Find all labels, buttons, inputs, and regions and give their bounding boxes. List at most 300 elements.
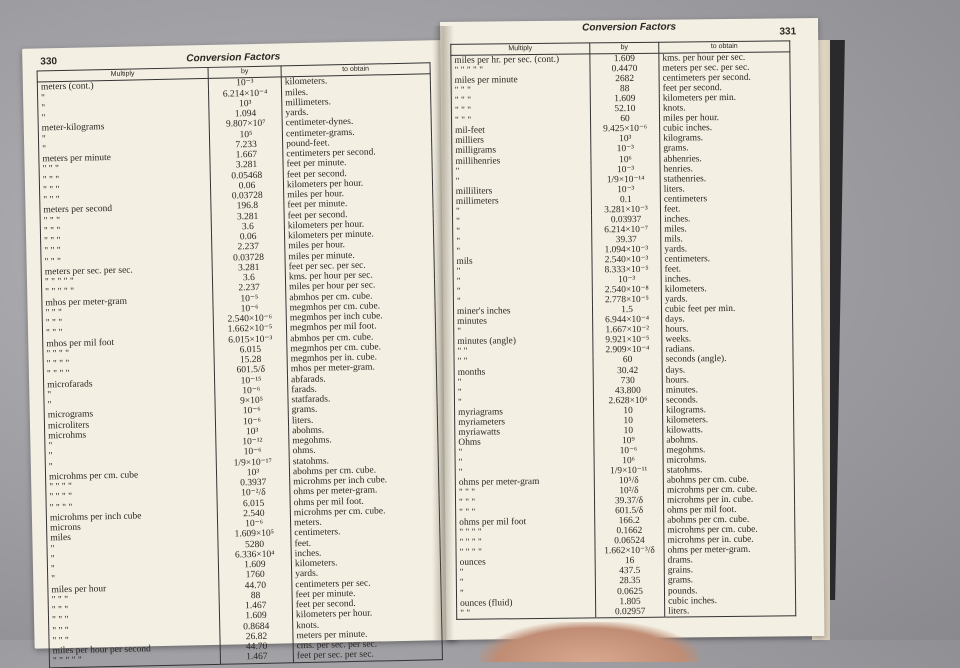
to-obtain-cell: feet per sec. per sec. xyxy=(296,649,374,662)
by-cell: 2682 xyxy=(590,74,659,85)
multiply-cell: " xyxy=(44,387,215,401)
by-cell: 0.03728 xyxy=(211,190,284,202)
to-obtain-cell: megmhos per inch cube. xyxy=(289,311,383,324)
to-obtain-cell: statfarads. xyxy=(291,394,331,406)
to-obtain-cell: abfarads. xyxy=(290,374,326,385)
by-cell: 10⁻⁶ xyxy=(594,446,663,457)
by-cell: 2.237 xyxy=(213,283,286,295)
by-cell: 0.03728 xyxy=(212,252,285,264)
by-cell: 601.5/δ xyxy=(214,365,287,377)
to-obtain-cell: grams. xyxy=(663,143,689,155)
to-obtain-cell: feet per second. xyxy=(295,598,356,611)
multiply-cell: " xyxy=(455,466,594,478)
multiply-cell: months xyxy=(454,366,593,378)
multiply-cell: " " " xyxy=(42,315,213,329)
by-cell: 0.06 xyxy=(210,180,283,192)
to-obtain-cell: megmhos per in. cube. xyxy=(290,352,378,365)
by-cell: 9×10⁵ xyxy=(215,395,288,407)
to-obtain-cell: days. xyxy=(665,364,686,376)
by-cell: 0.1662 xyxy=(595,526,664,537)
multiply-cell: " " " xyxy=(39,161,210,175)
by-cell: 1.094 xyxy=(209,108,282,120)
multiply-cell: " xyxy=(45,448,216,462)
by-cell: 1/9×10⁻¹¹ xyxy=(594,466,663,477)
multiply-cell: microns xyxy=(47,520,218,534)
to-obtain-cell: liters. xyxy=(291,415,314,426)
to-obtain-cell: liters. xyxy=(663,184,685,195)
multiply-cell: " " " xyxy=(41,253,212,267)
by-cell: 10⁵/δ xyxy=(594,476,663,487)
by-cell: 0.0625 xyxy=(595,586,664,597)
multiply-cell: " xyxy=(45,458,216,472)
by-cell: 6.944×10⁻⁴ xyxy=(593,315,662,326)
multiply-cell: millihenries xyxy=(452,155,591,167)
by-cell: 10⁻³ xyxy=(591,184,660,195)
multiply-cell: millimeters xyxy=(452,195,591,207)
to-obtain-cell: meters. xyxy=(293,517,322,529)
by-cell: 10⁻⁶ xyxy=(215,406,288,418)
by-cell: 60 xyxy=(593,355,662,366)
multiply-cell: " " " " xyxy=(46,479,217,493)
multiply-cell: " xyxy=(38,89,209,103)
to-obtain-cell: pound-feet. xyxy=(286,138,330,150)
multiply-cell: " " " xyxy=(39,182,210,196)
multiply-cell: milliers xyxy=(452,135,591,147)
to-obtain-cell: kilometers per hour. xyxy=(287,219,365,232)
multiply-cell: " xyxy=(454,396,593,408)
header-by: by xyxy=(208,66,281,79)
left-conversion-table xyxy=(37,62,443,668)
to-obtain-cell: feet per minute. xyxy=(287,199,348,211)
to-obtain-cell: microhms per cm. cube. xyxy=(667,524,758,536)
multiply-cell: " " " " xyxy=(46,489,217,503)
to-obtain-cell: miles per hour. xyxy=(662,113,720,124)
to-obtain-cell: minutes. xyxy=(665,384,698,396)
multiply-cell: " xyxy=(39,141,210,155)
multiply-cell: " " " " xyxy=(43,346,214,360)
by-cell: 0.06524 xyxy=(595,536,664,547)
by-cell: 10⁶ xyxy=(594,456,663,467)
to-obtain-cell: miles per hour. xyxy=(288,240,346,252)
multiply-cell: " xyxy=(454,326,593,338)
multiply-cell: " " " xyxy=(451,115,590,127)
to-obtain-cell: feet. xyxy=(664,264,682,275)
to-obtain-cell: centimeters. xyxy=(294,527,341,539)
multiply-cell: miles per hour per second xyxy=(49,643,220,657)
multiply-cell: " " " " " xyxy=(42,284,213,298)
multiply-cell: " " " xyxy=(41,233,212,247)
multiply-cell: " xyxy=(456,587,595,599)
left-page xyxy=(22,40,456,667)
multiply-cell: milligrams xyxy=(452,145,591,157)
multiply-cell: miles per hr. per sec. (cont.) xyxy=(451,54,590,66)
to-obtain-cell: abohms per cm. cube. xyxy=(292,465,377,478)
by-cell: 30.42 xyxy=(593,365,662,376)
by-cell: 10⁻⁶ xyxy=(215,385,288,397)
by-cell: 44.70 xyxy=(219,580,292,592)
to-obtain-cell: abohms. xyxy=(666,435,698,446)
multiply-cell: micrograms xyxy=(44,407,215,421)
to-obtain-cell: kilograms. xyxy=(663,133,704,145)
multiply-cell: " " " xyxy=(39,171,210,185)
multiply-cell: " xyxy=(456,577,595,589)
to-obtain-cell: megmhos per cm. cube. xyxy=(290,342,382,355)
by-cell: 7.233 xyxy=(210,139,283,151)
to-obtain-cell: ohms per mil foot. xyxy=(293,496,364,508)
by-cell: 3.281 xyxy=(211,211,284,223)
by-cell: 10 xyxy=(594,425,663,436)
by-cell: 6.015 xyxy=(217,498,290,510)
multiply-cell: minutes xyxy=(454,316,593,328)
by-cell: 437.5 xyxy=(595,566,664,577)
to-obtain-cell: feet. xyxy=(294,538,312,549)
to-obtain-cell: megohms. xyxy=(666,445,706,456)
to-obtain-cell: farads. xyxy=(291,384,317,396)
to-obtain-cell: hours. xyxy=(665,324,689,335)
by-cell: 0.1 xyxy=(591,194,660,205)
by-cell: 10⁻⁶ xyxy=(215,416,288,428)
multiply-cell: " " " " xyxy=(456,537,595,549)
by-cell: 44.70 xyxy=(220,641,293,653)
multiply-cell: " " " xyxy=(49,633,220,647)
to-obtain-cell: statohms. xyxy=(292,456,330,467)
by-cell: 10⁻³ xyxy=(592,275,661,286)
to-obtain-cell: kilometers per hour. xyxy=(295,608,373,621)
header-to-obtain: to obtain xyxy=(659,41,790,53)
multiply-cell: " " " " xyxy=(43,366,214,380)
to-obtain-cell: megmhos per mil foot. xyxy=(289,321,377,334)
multiply-cell: " xyxy=(47,551,218,565)
by-cell: 16 xyxy=(595,556,664,567)
multiply-cell: meters per sec. per sec. xyxy=(41,264,212,278)
by-cell: 10⁻¹² xyxy=(216,436,289,448)
to-obtain-cell: abohms. xyxy=(292,425,325,437)
multiply-cell: " " " xyxy=(41,243,212,257)
to-obtain-cell: inches. xyxy=(664,274,692,285)
thumb xyxy=(480,622,700,662)
to-obtain-cell: grams. xyxy=(667,575,694,587)
multiply-cell: ohms per meter-gram xyxy=(455,476,594,488)
by-cell: 1.467 xyxy=(220,652,293,664)
to-obtain-cell: cubic inches. xyxy=(663,123,713,135)
by-cell: 601.5/δ xyxy=(595,506,664,517)
by-cell: 1.667×10⁻² xyxy=(593,325,662,336)
multiply-cell: mhos per mil foot xyxy=(43,335,214,349)
multiply-cell: miles per minute xyxy=(451,75,590,87)
by-cell: 60 xyxy=(590,114,659,125)
by-cell: 0.4470 xyxy=(590,64,659,75)
multiply-cell: " xyxy=(453,215,592,227)
header-by: by xyxy=(590,42,659,54)
by-cell: 6.015×10⁻³ xyxy=(214,334,287,346)
to-obtain-cell: microhms. xyxy=(666,455,707,466)
to-obtain-cell: cms. per sec. per sec. xyxy=(296,639,378,652)
by-cell: 6.214×10⁻⁷ xyxy=(592,225,661,236)
multiply-cell: " xyxy=(47,561,218,575)
to-obtain-cell: centimeters per second. xyxy=(286,147,376,160)
by-cell: 10⁻³ xyxy=(591,144,660,155)
by-cell: 1.094×10⁻³ xyxy=(592,245,661,256)
multiply-cell: " xyxy=(453,235,592,247)
multiply-cell: " xyxy=(454,386,593,398)
to-obtain-cell: mils. xyxy=(664,234,683,245)
multiply-cell: " xyxy=(453,286,592,298)
to-obtain-cell: megohms. xyxy=(292,435,332,447)
multiply-cell: mils xyxy=(453,255,592,267)
right-table-body xyxy=(451,52,796,619)
to-obtain-cell: kms. per hour per sec. xyxy=(662,52,746,64)
to-obtain-cell: miles. xyxy=(664,224,687,235)
multiply-cell: microhms xyxy=(45,428,216,442)
to-obtain-cell: feet. xyxy=(663,204,681,215)
by-cell: 3.6 xyxy=(212,272,285,284)
by-cell: 1.662×10⁻⁵ xyxy=(213,324,286,336)
by-cell: 1/9×10⁻¹⁷ xyxy=(216,457,289,469)
multiply-cell: " xyxy=(38,100,209,114)
multiply-cell: " " " xyxy=(48,592,219,606)
to-obtain-cell: seconds. xyxy=(665,394,699,406)
to-obtain-cell: ohms per meter-gram. xyxy=(667,545,751,556)
right-page-title: Conversion Factors xyxy=(582,21,677,34)
to-obtain-cell: feet per sec. per sec. xyxy=(288,260,366,273)
by-cell: 10³ xyxy=(591,134,660,145)
by-cell: 0.03937 xyxy=(592,214,661,225)
by-cell: 10⁻⁶ xyxy=(213,303,286,315)
to-obtain-cell: miles per minute. xyxy=(288,250,355,262)
by-cell: 1.609×10⁵ xyxy=(218,529,291,541)
multiply-cell: " " " xyxy=(455,486,594,498)
by-cell: 6.214×10⁻⁴ xyxy=(208,88,281,100)
to-obtain-cell: kms. per hour per sec. xyxy=(288,270,373,283)
to-obtain-cell: hours. xyxy=(665,374,690,386)
left-table-body xyxy=(37,74,442,667)
by-cell: 6.015 xyxy=(214,344,287,356)
multiply-cell: " " " xyxy=(40,212,211,226)
to-obtain-cell: yards. xyxy=(285,107,309,119)
multiply-cell: " " xyxy=(457,607,596,619)
by-cell: 3.281×10⁻³ xyxy=(591,204,660,215)
to-obtain-cell: miles. xyxy=(284,87,309,98)
multiply-cell: " xyxy=(453,245,592,257)
multiply-cell: microfarads xyxy=(44,376,215,390)
by-cell: 730 xyxy=(593,375,662,386)
multiply-cell: " " " xyxy=(40,192,211,206)
by-cell: 0.06 xyxy=(211,231,284,243)
by-cell: 2.628×10⁶ xyxy=(593,395,662,406)
to-obtain-cell: pounds. xyxy=(667,585,698,597)
by-cell: 2.540×10⁻³ xyxy=(592,255,661,266)
multiply-cell: microhms per inch cube xyxy=(46,510,217,524)
by-cell: 1.609 xyxy=(218,559,291,571)
to-obtain-cell: kilowatts. xyxy=(666,425,704,436)
multiply-cell: ohms per mil foot xyxy=(456,517,595,529)
by-cell: 9.921×10⁻⁵ xyxy=(593,335,662,346)
multiply-cell: " xyxy=(453,225,592,237)
by-cell: 9.425×10⁻⁶ xyxy=(591,124,660,135)
right-page-number: 331 xyxy=(779,26,797,38)
to-obtain-cell: abhenries. xyxy=(663,153,702,165)
by-cell: 10³ xyxy=(216,467,289,479)
by-cell: 0.8684 xyxy=(220,621,293,633)
multiply-cell: " xyxy=(48,571,219,585)
to-obtain-cell: centimeters. xyxy=(664,254,711,265)
by-cell: 1.609 xyxy=(219,611,292,623)
to-obtain-cell: centimeter-dynes. xyxy=(285,117,354,129)
multiply-cell: milliliters xyxy=(452,185,591,197)
to-obtain-cell: centimeters per sec. xyxy=(295,578,371,590)
to-obtain-cell: meters per minute. xyxy=(296,629,368,641)
multiply-cell: " xyxy=(45,438,216,452)
by-cell: 2.778×10⁻⁵ xyxy=(592,295,661,306)
multiply-cell: " " " " xyxy=(456,527,595,539)
header-to-obtain: to obtain xyxy=(281,63,430,77)
to-obtain-cell: weeks. xyxy=(665,334,692,346)
to-obtain-cell: miles per hour per sec. xyxy=(289,280,376,293)
by-cell: 2.540×10⁻⁶ xyxy=(213,313,286,325)
to-obtain-cell: knots. xyxy=(296,620,320,631)
by-cell: 10⁻⁶ xyxy=(217,518,290,530)
to-obtain-cell: kilometers per hour. xyxy=(286,178,364,191)
to-obtain-cell: millimeters. xyxy=(285,97,332,109)
multiply-cell: " xyxy=(455,456,594,468)
multiply-cell: ounces (fluid) xyxy=(457,597,596,609)
multiply-cell: Ohms xyxy=(455,436,594,448)
multiply-cell: ounces xyxy=(456,557,595,569)
by-cell: 1.667 xyxy=(210,149,283,161)
to-obtain-cell: henries. xyxy=(663,163,694,175)
multiply-cell: myriameters xyxy=(455,416,594,428)
to-obtain-cell: meters per sec. per sec. xyxy=(662,62,750,74)
header-multiply: Multiply xyxy=(451,43,590,56)
to-obtain-cell: feet per second. xyxy=(662,83,722,94)
by-cell: 1760 xyxy=(219,570,292,582)
by-cell: 0.05468 xyxy=(210,170,283,182)
to-obtain-cell: abohms per cm. cube. xyxy=(666,474,749,486)
by-cell: 166.2 xyxy=(595,516,664,527)
to-obtain-cell: kilometers. xyxy=(664,284,707,295)
to-obtain-cell: kilograms. xyxy=(666,404,706,416)
by-cell: 1.467 xyxy=(219,600,292,612)
multiply-cell: meters per minute xyxy=(39,151,210,165)
multiply-cell: " xyxy=(452,165,591,177)
multiply-cell: " " xyxy=(454,346,593,358)
by-cell: 2.540 xyxy=(217,508,290,520)
by-cell: 26.82 xyxy=(220,631,293,643)
by-cell: 10³ xyxy=(216,426,289,438)
multiply-cell: " " " " " xyxy=(49,653,220,667)
by-cell: 3.281 xyxy=(210,160,283,172)
by-cell: 52.10 xyxy=(590,104,659,115)
to-obtain-cell: centimeters xyxy=(663,193,708,205)
to-obtain-cell: feet per minute. xyxy=(295,588,356,600)
multiply-cell: myriagrams xyxy=(455,406,594,418)
by-cell: 39.37 xyxy=(592,235,661,246)
multiply-cell: " xyxy=(452,175,591,187)
multiply-cell: " " " " xyxy=(456,547,595,559)
multiply-cell: " " " " " xyxy=(41,274,212,288)
to-obtain-cell: radians. xyxy=(665,344,695,356)
multiply-cell: myriawatts xyxy=(455,426,594,438)
by-cell: 10⁻²/δ xyxy=(217,488,290,500)
by-cell: 10⁻⁶ xyxy=(216,447,289,459)
by-cell: 1/9×10⁻¹⁴ xyxy=(591,174,660,185)
to-obtain-cell: megmhos per cm. cube. xyxy=(289,301,381,314)
to-obtain-cell: drams. xyxy=(667,555,693,567)
to-obtain-cell: kilometers. xyxy=(294,558,338,570)
by-cell: 2.237 xyxy=(212,242,285,254)
to-obtain-cell: liters. xyxy=(668,606,690,617)
to-obtain-cell: microhms per inch cube. xyxy=(293,475,388,488)
by-cell: 43.800 xyxy=(593,385,662,396)
multiply-cell: " " " xyxy=(451,95,590,107)
by-cell: 10⁵ xyxy=(209,129,282,141)
by-cell: 8.333×10⁻⁵ xyxy=(592,265,661,276)
to-obtain-cell: grains. xyxy=(667,565,694,577)
to-obtain-cell: ohms. xyxy=(292,446,316,457)
right-page xyxy=(440,18,824,640)
by-cell: 15.28 xyxy=(214,354,287,366)
to-obtain-cell: abohms per cm. cube. xyxy=(667,514,750,526)
to-obtain-cell: kilometers. xyxy=(284,76,328,88)
to-obtain-cell: abmhos per cm. cube. xyxy=(289,291,373,303)
to-obtain-cell: microhms per in. cube. xyxy=(667,535,754,546)
by-cell: 10⁻⁵ xyxy=(213,293,286,305)
multiply-cell: " " " xyxy=(42,325,213,339)
to-obtain-cell: yards. xyxy=(664,244,688,255)
to-obtain-cell: centimeters per second. xyxy=(662,72,751,84)
multiply-cell: " xyxy=(456,567,595,579)
to-obtain-cell: knots. xyxy=(662,103,686,114)
by-cell: 1.609 xyxy=(590,94,659,105)
to-obtain-cell: microhms per cm. cube. xyxy=(666,484,758,496)
by-cell: 10²/δ xyxy=(594,486,663,497)
multiply-cell: " xyxy=(454,376,593,388)
multiply-cell: minutes (angle) xyxy=(454,336,593,348)
by-cell: 196.8 xyxy=(211,201,284,213)
to-obtain-cell: feet per second. xyxy=(286,168,347,180)
multiply-cell: " xyxy=(38,110,209,124)
by-cell: 2.909×10⁻⁴ xyxy=(593,345,662,356)
multiply-cell: " " xyxy=(454,356,593,368)
multiply-cell: " xyxy=(47,540,218,554)
by-cell: 1.5 xyxy=(592,305,661,316)
by-cell: 10⁻³ xyxy=(591,164,660,175)
to-obtain-cell: inches. xyxy=(294,548,322,559)
multiply-cell: mil-feet xyxy=(452,125,591,137)
to-obtain-cell: ohms per mil foot. xyxy=(667,505,737,516)
multiply-cell: " " " xyxy=(456,507,595,519)
to-obtain-cell: kilometers. xyxy=(666,414,709,426)
multiply-cell: " " " xyxy=(455,497,594,509)
to-obtain-cell: miles per hour. xyxy=(287,189,345,201)
to-obtain-cell: kilometers per minute. xyxy=(287,229,374,242)
multiply-cell: " " " " xyxy=(46,499,217,513)
to-obtain-cell: stathenries. xyxy=(663,173,707,185)
by-cell: 39.37/δ xyxy=(594,496,663,507)
to-obtain-cell: seconds (angle). xyxy=(665,354,727,366)
by-cell: 3.6 xyxy=(211,221,284,233)
to-obtain-cell: ohms per meter-gram. xyxy=(293,485,378,498)
left-page-title: Conversion Factors xyxy=(186,51,281,65)
multiply-cell: " " " xyxy=(48,612,219,626)
to-obtain-cell: mhos per meter-gram. xyxy=(290,362,375,375)
multiply-cell: " xyxy=(453,275,592,287)
to-obtain-cell: days. xyxy=(665,314,685,325)
multiply-cell: " " " xyxy=(48,602,219,616)
to-obtain-cell: inches. xyxy=(664,214,691,225)
header-multiply: Multiply xyxy=(37,67,208,82)
multiply-cell: miles xyxy=(47,530,218,544)
